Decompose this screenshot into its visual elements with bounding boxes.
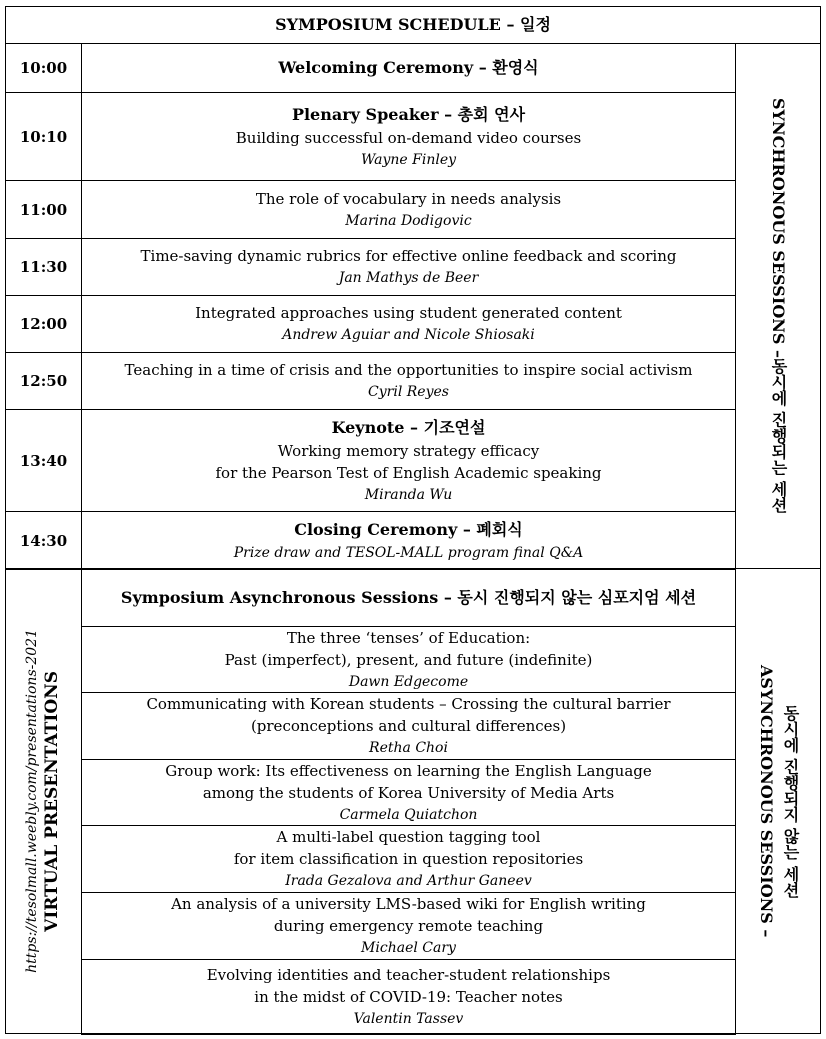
session-presenter: Retha Choi: [369, 740, 448, 756]
async-heading-cell: [81, 568, 736, 627]
virtual-presentations-cell: [5, 568, 82, 1034]
session-cell: [81, 238, 736, 296]
session-title: Group work: Its effectiveness on learning the English Language: [165, 761, 652, 780]
session-time: 12:50: [5, 352, 82, 410]
session-cell: [81, 92, 736, 181]
virtual-presentations-url: https://tesolmall.weebly.com/presentations-2021: [23, 629, 40, 973]
session-cell: [81, 43, 736, 93]
session-presenter: Andrew Aguiar and Nicole Shiosaki: [282, 327, 535, 343]
session-time: 11:00: [5, 180, 82, 239]
session-heading: Plenary Speaker – 총회 연사: [291, 104, 526, 124]
session-title: Building successful on-demand video courses: [235, 128, 582, 147]
session-title: The three ‘tenses’ of Education:: [286, 628, 531, 647]
session-presenter: Marina Dodigovic: [345, 212, 472, 229]
session-presenter: Prize draw and TESOL-MALL program final Q&A: [233, 544, 584, 561]
session-time: 11:30: [5, 238, 82, 296]
session-title: Working memory strategy efficacy: [277, 441, 540, 460]
session-time: 13:40: [5, 409, 82, 512]
session-time: 10:10: [5, 92, 82, 181]
session-title: for the Pearson Test of English Academic speaking: [215, 463, 602, 482]
async-heading: Symposium Asynchronous Sessions – 동시 진행되지 않는 심포지엄 세션: [120, 587, 697, 607]
session-presenter: Miranda Wu: [364, 486, 453, 503]
session-title: (preconceptions and cultural differences): [250, 717, 567, 735]
session-time: 10:00: [5, 43, 82, 93]
asynchronous-label-cell: [735, 568, 821, 1034]
session-cell: [81, 295, 736, 353]
session-presenter: Valentin Tassev: [353, 1011, 464, 1027]
session-title: Communicating with Korean students – Crossing the cultural barrier: [146, 695, 671, 713]
async-session-cell: [81, 825, 736, 893]
session-presenter: Wayne Finley: [360, 151, 457, 168]
session-title: An analysis of a university LMS-based wiki for English writing: [171, 895, 646, 913]
session-title: Time-saving dynamic rubrics for effective online feedback and scoring: [140, 247, 677, 265]
session-time: 14:30: [5, 511, 82, 570]
async-session-cell: [81, 626, 736, 693]
session-time: 12:00: [5, 295, 82, 353]
async-session-cell: [81, 759, 736, 826]
virtual-presentations-label: VIRTUAL PRESENTATIONS: [41, 670, 62, 932]
session-title: in the midst of COVID-19: Teacher notes: [254, 988, 563, 1006]
async-session-cell: [81, 959, 736, 1035]
async-session-cell: [81, 892, 736, 960]
session-presenter: Irada Gezalova and Arthur Ganeev: [285, 873, 532, 889]
asynchronous-label-line-1: ASYNCHRONOUS SESSIONS –: [757, 664, 776, 938]
session-cell: [81, 511, 736, 570]
session-presenter: Michael Cary: [361, 940, 456, 956]
asynchronous-label-line-2: 동시에 진행되지 않는 세션: [781, 704, 800, 898]
session-presenter: Cyril Reyes: [368, 384, 449, 400]
session-cell: [81, 352, 736, 410]
session-cell: [81, 409, 736, 512]
session-presenter: Jan Mathys de Beer: [338, 270, 479, 286]
schedule-title: SYMPOSIUM SCHEDULE – 일정: [275, 15, 551, 34]
session-title: during emergency remote teaching: [273, 917, 544, 935]
session-title: Integrated approaches using student generated content: [195, 304, 622, 322]
session-presenter: Carmela Quiatchon: [339, 806, 478, 823]
synchronous-label: SYNCHRONOUS SESSIONS –동시에 진행되는 세션: [769, 98, 788, 514]
async-session-cell: [81, 692, 736, 760]
session-title: for item classification in question repositories: [233, 850, 584, 868]
session-heading: Welcoming Ceremony – 환영식: [278, 58, 539, 77]
session-title: Evolving identities and teacher-student relationships: [206, 966, 611, 984]
session-cell: [81, 180, 736, 239]
session-heading: Closing Ceremony – 폐회식: [294, 519, 523, 539]
synchronous-label-cell: [735, 43, 821, 569]
session-title: Teaching in a time of crisis and the opportunities to inspire social activism: [124, 361, 693, 379]
schedule-header: [5, 6, 821, 44]
session-title: A multi-label question tagging tool: [276, 828, 541, 846]
session-title: Past (imperfect), present, and future (indefinite): [224, 650, 593, 669]
session-title: The role of vocabulary in needs analysis: [255, 189, 562, 208]
session-presenter: Dawn Edgecome: [348, 673, 469, 690]
session-title: among the students of Korea University of Media Arts: [202, 783, 615, 802]
session-heading: Keynote – 기조연설: [331, 417, 486, 437]
